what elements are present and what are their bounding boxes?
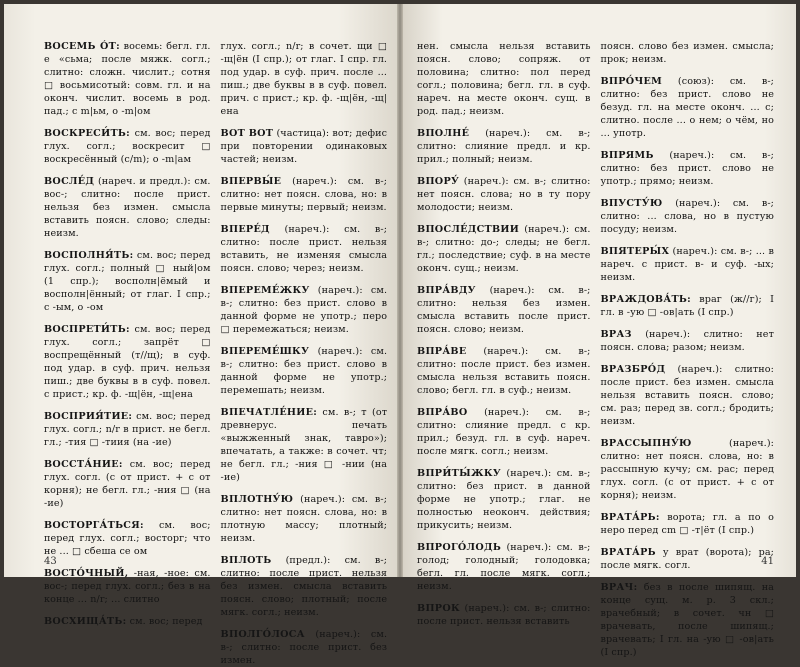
entry-headword: ВПОСЛЕ́ДСТВИИ — [417, 224, 520, 235]
entry-headword: ВПРА́ВЕ — [417, 346, 467, 357]
dictionary-entry — [221, 127, 388, 166]
entry-headword: ВОСКРЕСИ́ТЬ: — [44, 128, 130, 139]
entry-body: ворота; гл. а по о неро перед сm □ -т|ёт (I спр.) — [600, 512, 774, 536]
entry-headword: ВРАЗ — [600, 329, 632, 340]
dictionary-entry — [44, 40, 211, 118]
dictionary-entry — [601, 437, 774, 502]
entry-body: (нареч.): см. в-; слитно: без прист. слово не употр.; прямо; неизм. — [600, 150, 774, 187]
dictionary-entry — [417, 223, 590, 275]
dictionary-entry — [44, 175, 211, 240]
entry-headword: ВПРЯМЬ — [600, 150, 654, 161]
entry-headword: ВПЕРВЫ́Е — [220, 176, 282, 187]
entry-headword: ВРАЖДОВА́ТЬ: — [600, 294, 691, 305]
entry-headword: ВРАЗБРО́Д — [600, 364, 666, 375]
dictionary-entry — [601, 197, 774, 236]
entry-body: (нареч.): см. в-; слитно: нет поясн. слова; но в ту пору молодости; неизм. — [417, 176, 591, 213]
entry-headword: ВПРИ́ТЫ́ЖКУ — [417, 468, 501, 479]
entry-headword: ВПОЛНЕ́ — [417, 128, 470, 139]
page-number-right: 41 — [761, 556, 774, 567]
entry-headword: ВПРА́ВДУ — [417, 285, 476, 296]
dictionary-entry — [417, 345, 590, 397]
entry-headword: ВОСЛЕ́Д — [44, 176, 95, 187]
dictionary-entry — [221, 345, 388, 397]
dictionary-entry — [221, 628, 388, 667]
dictionary-entry — [44, 323, 211, 401]
entry-body: см. вос; перед — [129, 616, 203, 627]
dictionary-entry — [417, 127, 590, 166]
entry-headword: ВОСТО́ЧНЫЙ, — [44, 568, 129, 579]
dictionary-entry — [417, 284, 590, 336]
entry-headword: ВОССТА́НИЕ: — [44, 459, 123, 470]
dictionary-entry — [417, 602, 590, 628]
entry-body: (нареч.): см. в-; слитно: после прист. нельзя вставить — [417, 603, 591, 627]
entry-headword: ВОСХИЩА́ТЬ: — [44, 616, 127, 627]
entry-body: см. вос; перед глух. согл.; полный □ ный|ом (1 спр.); восполн|ёмый и восполн|ённый; от глаг. I спр.; с -ым, о -ом — [44, 250, 211, 313]
entry-body: (нареч.): слитно: нет поясн. слова; разом; неизм. — [600, 329, 774, 353]
entry-headword: ВОСПОЛНЯ́ТЬ: — [44, 250, 134, 261]
entry-headword: ВРАТА́РЬ — [600, 547, 656, 558]
entry-body: (нареч.): см. в-; слитно: до-; следы; не бегл. гл.; последствие; суф. в на месте оконч. сущ.; неизм. — [417, 224, 591, 274]
dictionary-entry — [601, 149, 774, 188]
entry-body: см. вос; перед глух. согл.; восторг; что не ... □ сбеша се ом — [44, 520, 211, 557]
entry-body: см. в-; т (от древнерус. печать «выжженный знак, тавро»); впечатать, а также: в сочет. чт; не бегл. гл.; -ния □ -нии (на -ие) — [220, 407, 388, 483]
page-number-left: 43 — [44, 556, 57, 567]
entry-body: восемь: бегл. гл. е «сьма; после мяжк. согл.; слитно: сложн. числит.; сотня □ восьмисотый: совм. гл. и на оконч. числит. восемь в род. пад.; с m|ьм, o -m|ом — [44, 41, 211, 117]
entry-body: (предл.): см. в-; слитно: после прист. нельзя без измен. смысла вставить поясн. слово; плотный; после мягк. согл.; неизм. — [220, 555, 388, 618]
entry-body: (нареч.): см. в-; слитно: без прист. слово в данной форме не употр.; перо □ перемежаться; неизм. — [220, 285, 388, 335]
dictionary-entry — [601, 328, 774, 354]
entry-body: см. вос; перед глух. согл. (с от прист. + с от корня); не бегл. гл.; -ния □ (на -ие) — [44, 459, 211, 509]
entry-body: см. вос; перед глух. согл.; воскресит □ воскресённый (с/m); о -m|ам — [44, 128, 211, 165]
dictionary-entry — [44, 615, 211, 628]
entry-headword: ВПЕРЕ́Д — [220, 224, 270, 235]
entry-headword: ВОТ ВОТ — [220, 128, 274, 139]
dictionary-entry — [221, 284, 388, 336]
entry-body: (нареч.): см. в-; слитно: после прист. без измен. — [220, 629, 388, 666]
dictionary-entry — [417, 406, 590, 458]
entry-body: (нареч.): см. в-; слитно: ... слова, но в пустую посуду; неизм. — [600, 198, 774, 235]
right-column-1 — [417, 40, 591, 627]
dictionary-entry — [44, 567, 211, 606]
dictionary-entry — [417, 467, 590, 532]
dictionary-entry — [601, 546, 774, 572]
dictionary-entry — [44, 410, 211, 449]
entry-headword: ВПЯТЕРЫ́Х — [600, 246, 670, 257]
dictionary-entry — [601, 245, 774, 284]
dictionary-entry — [601, 293, 774, 319]
dictionary-entry — [601, 75, 774, 140]
dictionary-entry — [417, 175, 590, 214]
entry-body: (нареч.): см. в-; ... в нареч. с прист. в- и суф. -ых; неизм. — [600, 246, 774, 283]
dictionary-entry — [44, 249, 211, 314]
entry-body: (нареч.): см. в-; голод; голодный; голодовка; бегл. гл. после мягк. согл.; неизм. — [417, 542, 591, 592]
entry-body: (нареч.): см. в-; слитно: без прист. в данной форме не употр.; глаг. не полностью неоконч. действия; прикусить; неизм. — [417, 468, 591, 531]
entry-headword: ВРАССЫПНУ́Ю — [600, 438, 692, 449]
entry-body: (нареч.): см. в-; слитно: слияние предл. с кр. прил.; безуд. гл. в суф. нареч. после мягк. согл.; неизм. — [417, 407, 591, 457]
entry-body: без в после шипящ. на конце сущ. м. р. 3 скл.; врачебный; в сочет. чн □ врачевать, после шипящ.; врачевать; I гл. на -ую □ -ов|ать (I спр.) — [600, 582, 775, 658]
entry-headword: ВОСПРИЯ́ТИЕ: — [44, 411, 133, 422]
dictionary-entry — [221, 554, 388, 619]
entry-headword: ВОСПРЕТИ́ТЬ: — [44, 324, 130, 335]
dictionary-entry — [417, 40, 590, 118]
entry-headword: ВПОЛГО́ЛОСА — [220, 629, 305, 640]
dictionary-entry — [417, 541, 590, 593]
entry-body: (нареч.): см. в-; слитно: слияние предл. и кр. прил.; полный; неизм. — [417, 128, 591, 165]
dictionary-entry — [221, 406, 388, 484]
dictionary-entry — [221, 493, 388, 545]
entry-headword: ВПРОГО́ЛОДЬ — [417, 542, 502, 553]
entry-headword: ВПЕЧАТЛЕ́НИЕ: — [220, 407, 318, 418]
entry-body: (нареч.): см. в-; слитно: без прист. слово в данной форме не употр.; перемешать; неизм. — [220, 346, 388, 396]
dictionary-entry — [601, 581, 774, 659]
entry-body: (нареч.): см. в-; слитно: нет поясн. слова, но: в первые минуты; первый; неизм. — [220, 176, 388, 213]
entry-body: -ная, -ное: см. вос-; перед глух. согл.; без в на конце ... n/r; ... слитно — [44, 568, 211, 605]
entry-body: (нареч.): слитно: нет поясн. слова, но: в рассыпную кучу; см. рас; перед глух. согл. (с от прист. + с от корня); неизм. — [600, 438, 774, 501]
dictionary-entry — [44, 127, 211, 166]
dictionary-entry — [221, 40, 388, 118]
entry-body: (союз): см. в-; слитно: без прист. слово не безуд. гл. на месте оконч. ... с; слитно. после ... о нем; о чём, но ... употр. — [600, 76, 774, 139]
book-spread — [4, 4, 796, 666]
entry-headword: ВПРА́ВО — [417, 407, 468, 418]
entry-headword: ВПЕРЕМЕ́ШКУ — [220, 346, 310, 357]
dictionary-entry — [221, 223, 388, 275]
dictionary-entry — [601, 363, 774, 428]
entry-body: (нареч.): см. в-; слитно: после прист. без измен. смысла нельзя вставить поясн. слово; бегл. гл. в суф.; неизм. — [417, 346, 591, 396]
dictionary-entry — [601, 511, 774, 537]
entry-body: см. вос; перед глух. согл.; n/r в прист. не бегл. гл.; -тия □ -тиия (на -ие) — [44, 411, 211, 448]
entry-headword: ВПЛОТЬ — [220, 555, 272, 566]
entry-headword: ВОСТОРГА́ТЬСЯ: — [44, 520, 144, 531]
entry-headword: ВПОРУ́ — [417, 176, 460, 187]
entry-body: (нареч.): см. в-; слитно: нельзя без измен. смысла вставить после прист. поясн. слово; неизм. — [417, 285, 591, 335]
entry-body: (нареч.): см. в-; слитно: после прист. нельзя вставить, не изменяя смысла поясн. слово; через; неизм. — [220, 224, 388, 274]
entry-body: (нареч.): см. в-; слитно: нет поясн. слова, но: в плотную массу; плотный; неизм. — [220, 494, 388, 544]
entry-body: глух. согл.; n/r; в сочет. щи □ -щ|ён (I спр.); от глаг. I спр. гл. под удар. в суф. прич. после ... пиш.; две буквы в в суф. повел. прич. с прист.; кр. ф. -щ|ён, -щ|ена — [220, 41, 388, 117]
entry-body: (нареч. и предл.): см. вос-; слитно: после прист. нельзя без измен. смысла вставить поясн. слово; следы: неизм. — [44, 176, 211, 239]
dictionary-entry — [44, 458, 211, 510]
left-column-2 — [220, 40, 388, 666]
entry-headword: ВОСЕМЬ ÓТ: — [44, 41, 120, 52]
dictionary-entry — [221, 175, 388, 214]
dictionary-entry — [44, 519, 211, 558]
entry-body: враг (ж//г); I гл. в -ую □ -ов|ать (I спр.) — [600, 294, 774, 318]
entry-headword: ВПРОК — [417, 603, 460, 614]
entry-body: поясн. слово без измен. смысла; прок; неизм. — [600, 41, 774, 65]
left-page — [4, 4, 397, 666]
right-page — [403, 4, 796, 658]
entry-body: у врат (ворота); ра; после мягк. согл. — [600, 547, 774, 571]
entry-headword: ВПЛОТНУ́Ю — [220, 494, 294, 505]
entry-body: нен. смысла нельзя вставить поясн. слово; сопряж. от половина; слитно: пол перед согл.; половина; бегл. гл. в суф. нареч. на месте оконч. сущ. в род. пад.; неизм. — [417, 41, 591, 117]
entry-headword: ВРАЧ: — [600, 582, 638, 593]
entry-headword: ВПЕРЕМЕ́ЖКУ — [220, 285, 310, 296]
entry-body: (нареч.): слитно: после прист. без измен. смысла нельзя вставить поясн. слово; см. раз; перед зв. согл.; бродить; неизм. — [600, 364, 774, 427]
entry-headword: ВПРО́ЧЕМ — [600, 76, 663, 87]
entry-body: (частица): вот; дефис при повторении одинаковых частей; неизм. — [220, 128, 388, 165]
entry-body: см. вос; перед глух. согл.; запрёт □ воспрещённый (т//щ); в суф. под удар. в суф. прич. нельзя пиш.; две буквы в в суф. повел. с прист.; кр. ф. -щ|ён, -щ|ена — [44, 324, 211, 400]
entry-headword: ВРАТА́РЬ: — [600, 512, 660, 523]
entry-headword: ВПУСТУ́Ю — [600, 198, 663, 209]
dictionary-entry — [601, 40, 774, 66]
